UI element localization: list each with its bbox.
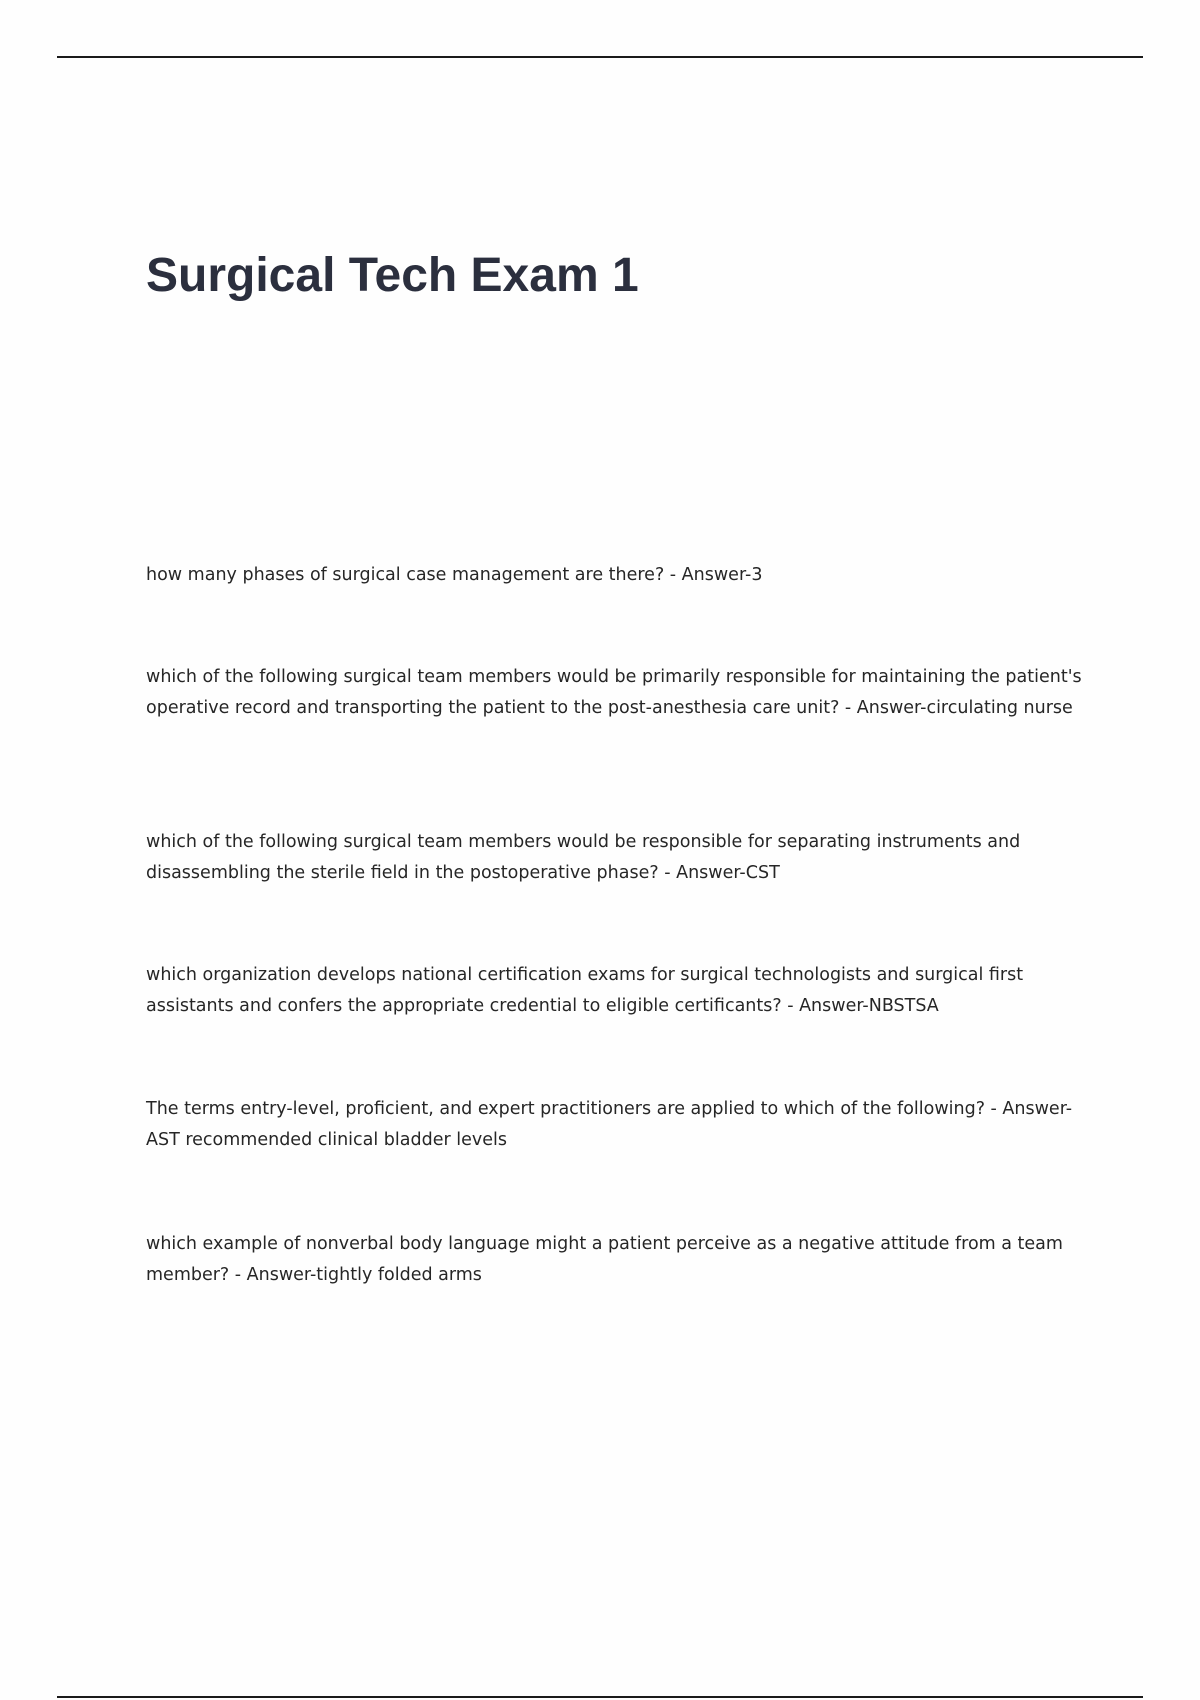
question-answer-item: which of the following surgical team members would be primarily responsible for maintaining the patient's operative record and transporting the patient to the post-anesthesia care unit? - Answer-circulating nurse	[146, 667, 1082, 718]
page-title: Surgical Tech Exam 1	[146, 249, 639, 302]
question-answer-item: which of the following surgical team members would be responsible for separating instruments and disassembling the sterile field in the postoperative phase? - Answer-CST	[146, 832, 1021, 883]
question-answer-item: which organization develops national certification exams for surgical technologists and surgical first assistants and confers the appropriate credential to eligible certificants? - Answer-NBSTSA	[146, 965, 1024, 1016]
question-answer-item: which example of nonverbal body language might a patient perceive as a negative attitude from a team member? - Answer-tightly folded arms	[146, 1234, 1063, 1285]
top-rule	[57, 56, 1143, 58]
bottom-rule	[57, 1696, 1143, 1698]
question-answer-item: how many phases of surgical case management are there? - Answer-3	[146, 565, 763, 585]
question-answer-item: The terms entry-level, proficient, and expert practitioners are applied to which of the following? - Answer-AST recommended clinical bladder levels	[146, 1099, 1073, 1150]
